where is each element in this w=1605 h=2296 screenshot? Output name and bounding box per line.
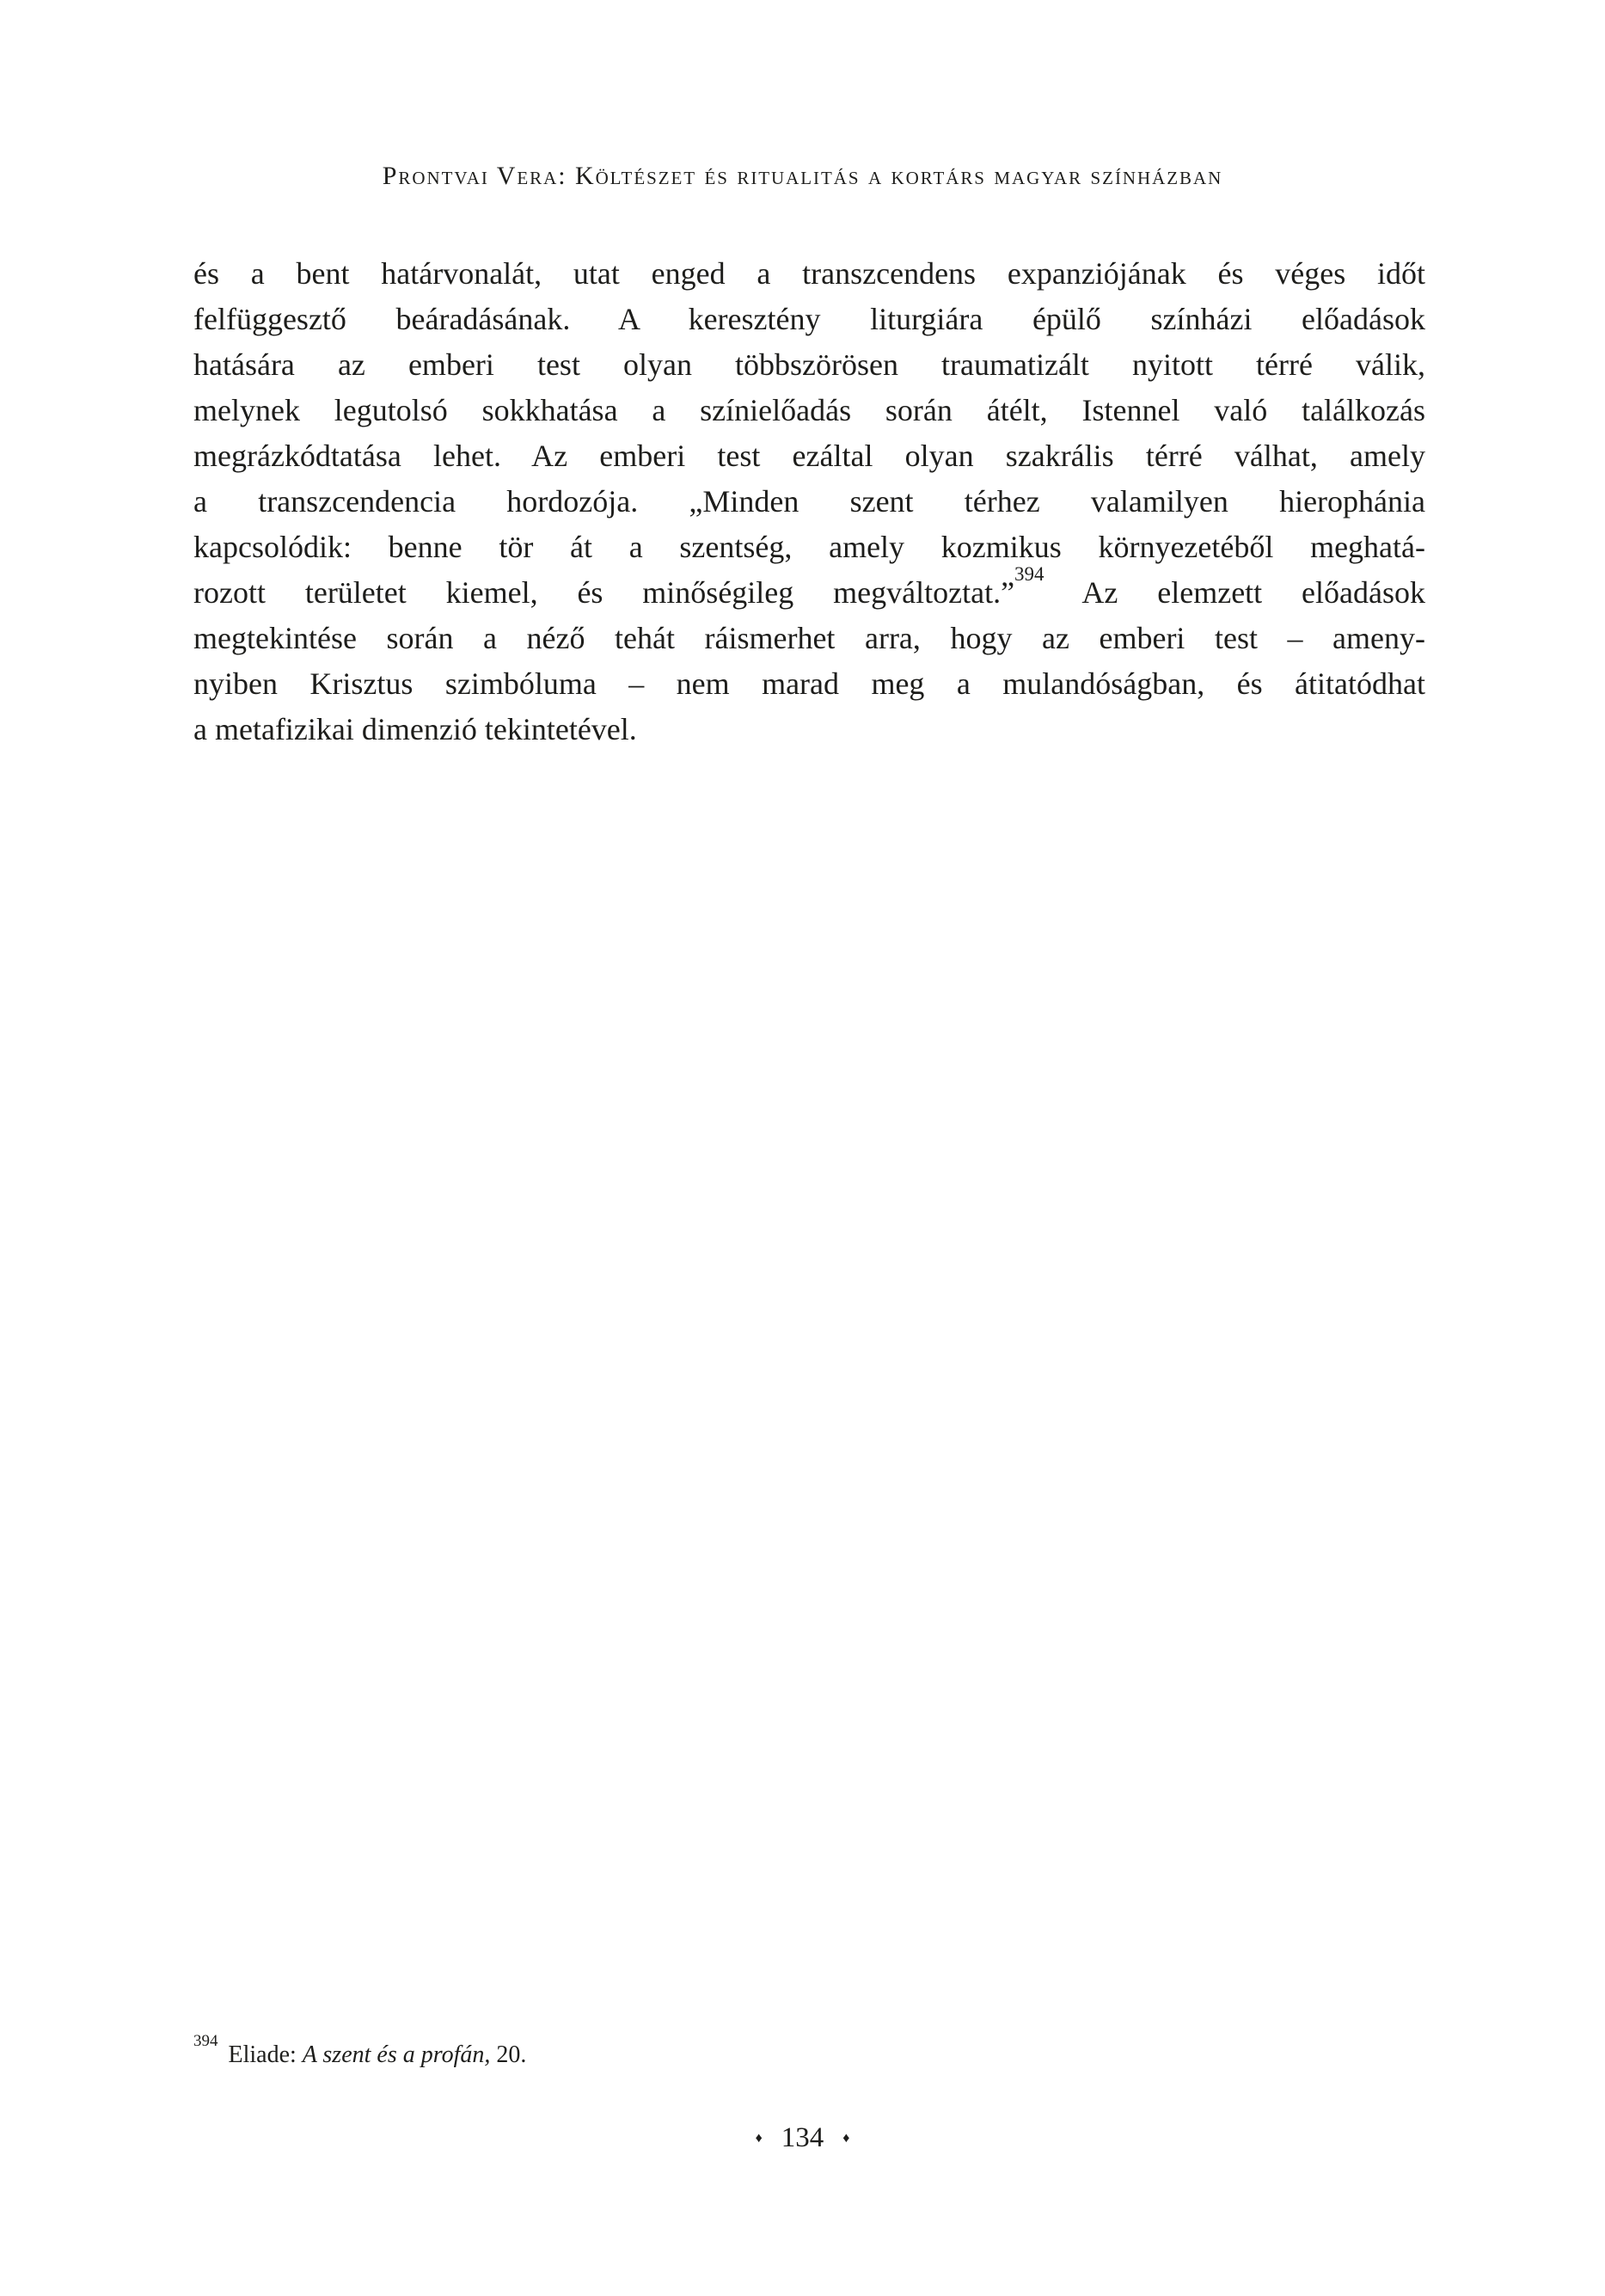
footnote-author: Eliade: [228, 2041, 303, 2068]
footnote-title: A szent és a profán, [302, 2041, 491, 2068]
body-line: megrázkódtatása lehet. Az emberi test ezáltal olyan szakrális térré válhat, amely [193, 439, 1425, 473]
body-line-with-footnote-ref [193, 563, 1425, 616]
footnote [193, 2031, 1425, 2071]
body-line-text: Az elemzett előadások [1044, 575, 1425, 610]
body-line: kapcsolódik: benne tör át a szentség, amely kozmikus környezetéből meghatá- [193, 530, 1425, 564]
body-line: megtekintése során a néző tehát ráismerhet arra, hogy az emberi test – ameny- [193, 621, 1425, 655]
footnote-page-ref: 20. [490, 2041, 527, 2068]
body-line: a transzcendencia hordozója. „Minden szent térhez valamilyen hierophánia [193, 484, 1425, 519]
diamond-ornament-icon: ♦ [755, 2131, 763, 2146]
footnote-marker: 394 [193, 2031, 218, 2050]
body-line: hatására az emberi test olyan többszörösen traumatizált nyitott térré válik, [193, 347, 1425, 382]
footnote-reference: 394 [1014, 563, 1044, 585]
page-number-line [0, 2121, 1605, 2156]
body-line-text: rozott területet kiemel, és minőségileg megváltoztat.” [193, 575, 1015, 610]
diamond-ornament-icon: ♦ [842, 2131, 850, 2146]
body-line: és a bent határvonalát, utat enged a transzcendens expanziójának és véges időt [193, 256, 1425, 291]
body-line: melynek legutolsó sokkhatása a színielőadás során átélt, Istennel való találkozás [193, 393, 1425, 427]
running-header: Prontvai Vera: Költészet és ritualitás a kortárs magyar színházban [382, 162, 1223, 190]
body-line: nyiben Krisztus szimbóluma – nem marad meg a mulandóságban, és átitatódhat [193, 666, 1425, 701]
body-line: felfüggesztő beáradásának. A keresztény liturgiára épülő színházi előadások [193, 302, 1425, 336]
body-line: a metafizikai dimenzió tekintetével. [193, 712, 637, 746]
page-number: 134 [781, 2122, 824, 2153]
body-paragraph [193, 251, 1425, 752]
